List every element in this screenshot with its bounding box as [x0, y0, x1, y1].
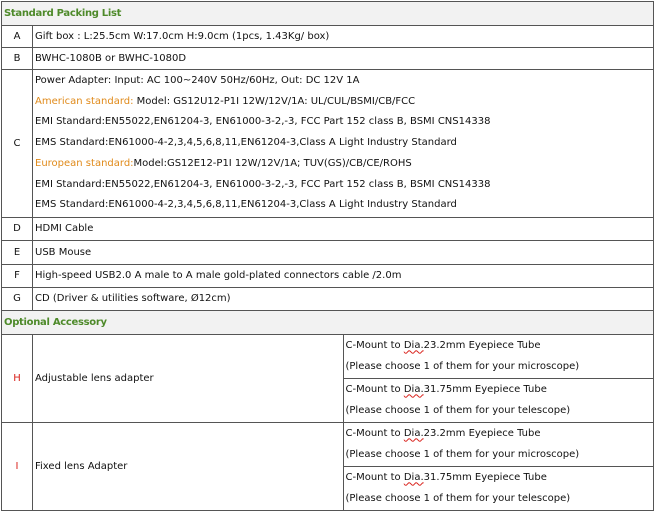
row-text: BWHC-1080B or BWHC-1080D — [33, 48, 654, 70]
row-text: Gift box : L:25.5cm W:17.0cm H:9.0cm (1pcs, 1.43Kg/ box) — [33, 26, 654, 48]
accessory-name: Adjustable lens adapter — [33, 335, 344, 423]
optional-section-title: Optional Accessory — [2, 311, 654, 335]
row-text: High-speed USB2.0 A male to A male gold-plated connectors cable /2.0m — [33, 265, 654, 288]
accessory-option: C-Mount to Dia.23.2mm Eyepiece Tube (Please choose 1 of them for your microscope) — [343, 335, 654, 379]
table-row — [2, 288, 654, 311]
row-id: B — [2, 48, 33, 70]
american-standard-label: American standard: — [35, 95, 134, 107]
emi-standard-line: EMI Standard:EN55022,EN61204-3, EN61000-3-2,-3, FCC Part 152 class B, BSMI CNS14338 — [35, 178, 491, 190]
table-row-power-adapter — [2, 70, 654, 218]
european-standard-line: European standard:Model:GS12E12-P1I 12W/12V/1A; TUV(GS)/CB/CE/ROHS — [35, 157, 412, 169]
row-id: A — [2, 26, 33, 48]
row-text: HDMI Cable — [33, 218, 654, 241]
accessory-option: C-Mount to Dia.31.75mm Eyepiece Tube (Please choose 1 of them for your telescope) — [343, 379, 654, 423]
emi-standard-line: EMI Standard:EN55022,EN61204-3, EN61000-3-2,-3, FCC Part 152 class B, BSMI CNS14338 — [35, 116, 491, 128]
power-adapter-details — [33, 70, 654, 218]
row-id: E — [2, 241, 33, 265]
accessory-option: C-Mount to Dia.23.2mm Eyepiece Tube (Please choose 1 of them for your microscope) — [343, 423, 654, 467]
row-id: F — [2, 265, 33, 288]
table-row — [2, 218, 654, 241]
european-standard-label: European standard: — [35, 157, 134, 169]
table-row — [2, 241, 654, 265]
table-row-adjustable-adapter — [2, 335, 654, 379]
standard-section-header — [2, 2, 654, 26]
accessory-name: Fixed lens Adapter — [33, 423, 344, 511]
table-row — [2, 265, 654, 288]
table-row-fixed-adapter — [2, 423, 654, 467]
american-standard-line: American standard: Model: GS12U12-P1I 12W/12V/1A: UL/CUL/BSMI/CB/FCC — [35, 95, 416, 107]
accessory-option: C-Mount to Dia.31.75mm Eyepiece Tube (Please choose 1 of them for your telescope) — [343, 467, 654, 511]
packing-list-table — [1, 1, 654, 511]
row-text: CD (Driver & utilities software, Ø12cm) — [33, 288, 654, 311]
ems-standard-line: EMS Standard:EN61000-4-2,3,4,5,6,8,11,EN61204-3,Class A Light Industry Standard — [35, 137, 457, 149]
row-id: G — [2, 288, 33, 311]
row-id: C — [2, 70, 33, 218]
ems-standard-line: EMS Standard:EN61000-4-2,3,4,5,6,8,11,EN61204-3,Class A Light Industry Standard — [35, 199, 457, 211]
row-id: D — [2, 218, 33, 241]
row-text: USB Mouse — [33, 241, 654, 265]
table-row — [2, 48, 654, 70]
power-adapter-line: Power Adapter: Input: AC 100~240V 50Hz/60Hz, Out: DC 12V 1A — [35, 74, 360, 86]
row-id: I — [2, 423, 33, 511]
optional-section-header — [2, 311, 654, 335]
row-id: H — [2, 335, 33, 423]
table-row — [2, 26, 654, 48]
standard-section-title: Standard Packing List — [2, 2, 654, 26]
